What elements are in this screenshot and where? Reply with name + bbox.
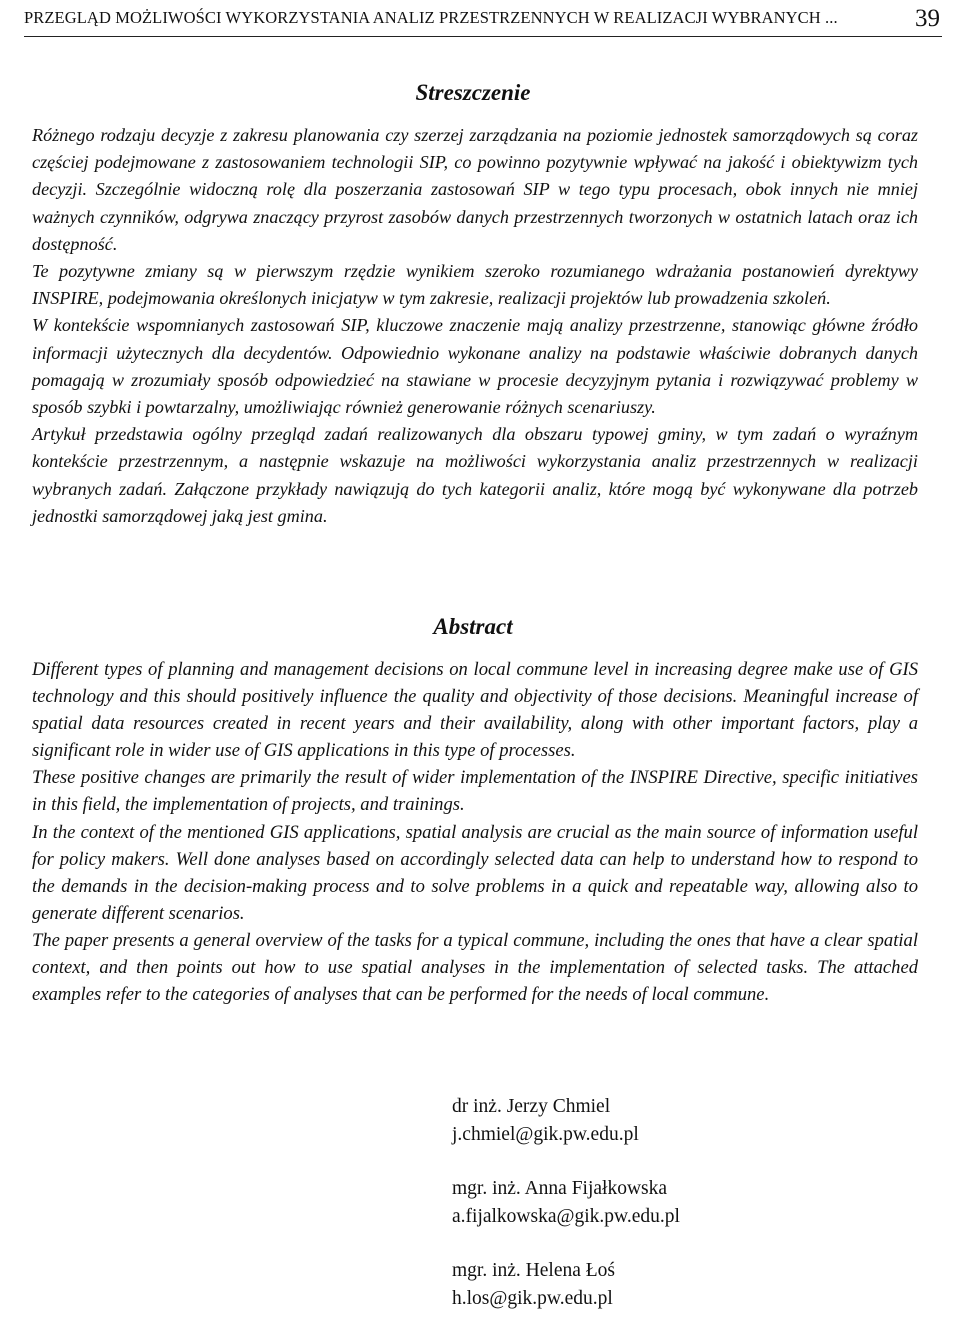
streszczenie-paragraph: Te pozytywne zmiany są w pierwszym rzędzie wynikiem szeroko rozumianego wdrażania postanowień dyrektywy INSPIRE, podejmowania określonych inicjatyw w tym zakresie, realizacji projektów lub prowadzenia szkoleń. <box>32 261 918 309</box>
author-entry <box>452 1093 932 1149</box>
streszczenie-paragraph: Artykuł przedstawia ogólny przegląd zadań realizowanych dla obszaru typowej gminy, w tym zadań o wyraźnym kontekście przestrzennym, a następnie wskazuje na możliwości wykorzystania analiz przestrzennych w realizacji wybranych zadań. Załączone przykłady nawiązują do tych kategorii analiz, które mogą być wykonywane dla potrzeb jednostki samorządowej jaką jest gmina. <box>32 424 918 526</box>
author-email: h.los@gik.pw.edu.pl <box>452 1288 613 1309</box>
running-title: PRZEGLĄD MOŻLIWOŚCI WYKORZYSTANIA ANALIZ PRZESTRZENNYCH W REALIZACJI WYBRANYCH ... <box>24 8 838 27</box>
streszczenie-paragraph: W kontekście wspomnianych zastosowań SIP, kluczowe znaczenie mają analizy przestrzenne, stanowiąc główne źródło informacji użytecznych dla decydentów. Odpowiednio wykonane analizy na podstawie właściwie dobranych danych pomagają w zrozumiały sposób odpowiedzieć na stawiane w procesie decyzyjnym pytania i rozwiązywać problemy w sposób szybki i powtarzalny, umożliwiając również generowanie różnych scenariuszy. <box>32 315 918 418</box>
abstract-heading: Abstract <box>433 614 513 639</box>
streszczenie-heading: Streszczenie <box>415 80 531 105</box>
abstract-paragraph: In the context of the mentioned GIS applications, spatial analysis are crucial as the main source of information useful for policy makers. Well done analyses based on accordingly selected data can help to understand how to respond to the demands in the decision-making process and to solve problems in a quick and repeatable way, allowing also to generate different scenarios. <box>32 821 918 924</box>
streszczenie-paragraph: Różnego rodzaju decyzje z zakresu planowania czy szerzej zarządzania na poziomie jednostek samorządowych są coraz częściej podejmowane z zastosowaniem technologii SIP, co powinno pozytywnie wpływać na jakość i obiektywizm tych decyzji. Szczególnie widoczną rolę dla poszerzania zastosowań SIP w tego typu procesach, obok innych nie mniej ważnych czynników, odgrywa znaczący przyrost zasobów danych przestrzennych tworzonych w ostatnich latach oraz ich dostępność. <box>32 125 918 254</box>
author-email: j.chmiel@gik.pw.edu.pl <box>452 1124 639 1145</box>
author-name: mgr. inż. Anna Fijałkowska <box>452 1178 668 1199</box>
page-header <box>24 4 942 37</box>
streszczenie-body <box>32 122 918 530</box>
abstract-paragraph: The paper presents a general overview of the tasks for a typical commune, including the ones that have a clear spatial context, and then points out how to use spatial analyses in the implementation of selected tasks. The attached examples refer to the categories of analyses that can be performed for the needs of local commune. <box>32 929 918 1006</box>
author-entry <box>452 1175 932 1231</box>
author-email: a.fijalkowska@gik.pw.edu.pl <box>452 1206 680 1227</box>
page-number: 39 <box>915 5 940 32</box>
abstract-paragraph: Different types of planning and management decisions on local commune level in increasing degree make use of GIS technology and this should positively influence the quality and objectivity of those decisions. Meaningful increase of spatial data resources created in recent years and their availability, along with other important factors, play a significant role in wider use of GIS applications in this type of processes. <box>32 659 918 762</box>
abstract-paragraph: These positive changes are primarily the result of wider implementation of the INSPIRE Directive, specific initiatives in this field, the implementation of projects, and trainings. <box>32 767 918 816</box>
author-name: dr inż. Jerzy Chmiel <box>452 1096 611 1117</box>
abstract-body <box>32 656 918 1008</box>
author-name: mgr. inż. Helena Łoś <box>452 1260 615 1281</box>
author-entry <box>452 1257 932 1313</box>
author-list <box>452 1093 932 1339</box>
